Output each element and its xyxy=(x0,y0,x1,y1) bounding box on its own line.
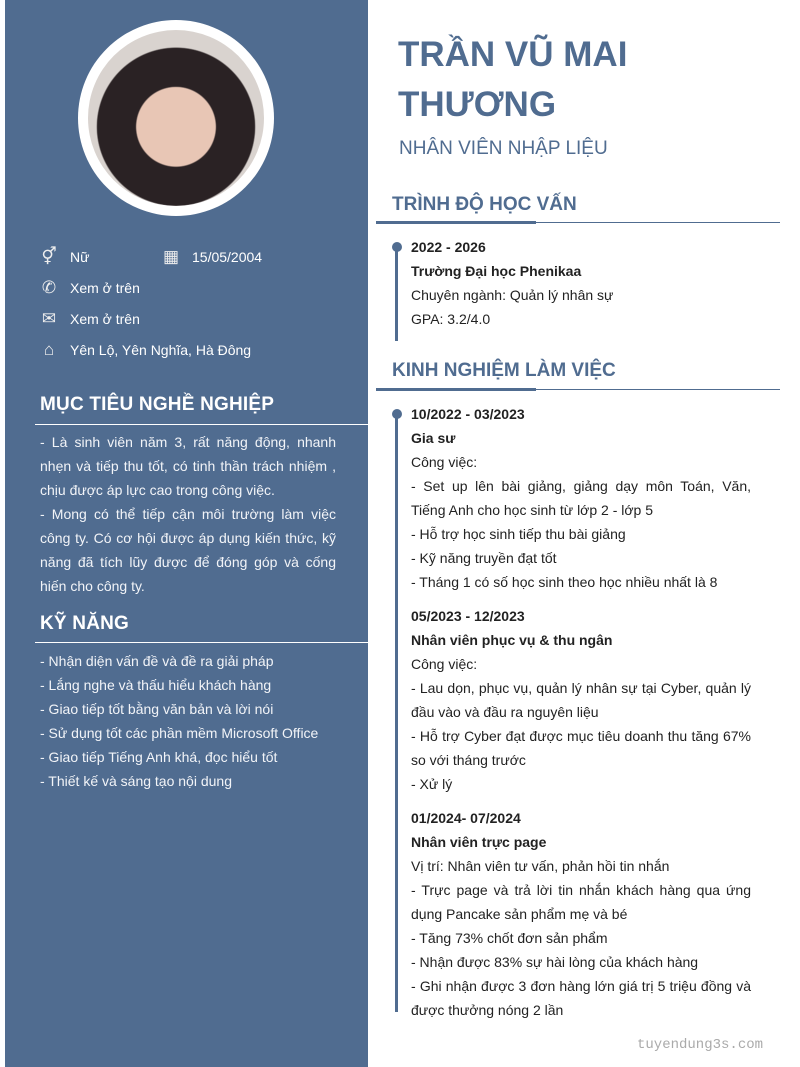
job-line: - Hỗ trợ Cyber đạt được mục tiêu doanh thu tăng 67% so với tháng trước xyxy=(411,728,751,768)
home-icon: ⌂ xyxy=(43,340,55,359)
education-heading: TRÌNH ĐỘ HỌC VẤN xyxy=(392,194,577,215)
job-line: - Nhận được 83% sự hài lòng của khách hàng xyxy=(411,954,699,970)
job-line: Công việc: xyxy=(411,454,478,470)
job-line: - Hỗ trợ học sinh tiếp thu bài giảng xyxy=(411,526,626,542)
address-info xyxy=(38,340,251,360)
education-period: 2022 - 2026 xyxy=(411,239,486,255)
objective-line: - Mong có thể tiếp cận môi trường làm việc công ty. Có cơ hội được áp dụng kiến thức, kỹ năng đã tích lũy được để đóng góp và cống hiến cho công ty. xyxy=(40,506,336,594)
email-info xyxy=(38,309,140,329)
job-entry xyxy=(411,806,751,1022)
job-title: Nhân viên phục vụ & thu ngân xyxy=(411,632,613,648)
job-line: Vị trí: Nhân viên tư vấn, phản hồi tin nhắn xyxy=(411,858,670,874)
gender-info xyxy=(38,247,89,267)
education-major: Chuyên ngành: Quản lý nhân sự xyxy=(411,287,614,303)
skill-item: - Nhận diện vấn đề và đề ra giải pháp xyxy=(40,653,274,669)
job-line: - Lau dọn, phục vụ, quản lý nhân sự tại Cyber, quản lý đầu vào và đầu ra nguyên liệu xyxy=(411,680,751,720)
job-period: 10/2022 - 03/2023 xyxy=(411,406,525,422)
skill-item: - Sử dụng tốt các phần mềm Microsoft Office xyxy=(40,725,319,741)
job-line: - Set up lên bài giảng, giảng dạy môn Toán, Văn, Tiếng Anh cho học sinh từ lớp 2 - lớp 5 xyxy=(411,478,751,518)
job-line: - Tăng 73% chốt đơn sản phẩm xyxy=(411,930,608,946)
skill-item: - Giao tiếp tốt bằng văn bản và lời nói xyxy=(40,701,274,717)
divider xyxy=(376,389,780,390)
timeline-line xyxy=(395,412,398,1012)
job-entry xyxy=(411,604,751,796)
education-gpa: GPA: 3.2/4.0 xyxy=(411,311,491,327)
job-period: 05/2023 - 12/2023 xyxy=(411,608,525,624)
gender: Nữ xyxy=(70,249,90,265)
job-title: Nhân viên trực page xyxy=(411,834,547,850)
phone-icon: ✆ xyxy=(41,278,57,297)
experience-list xyxy=(411,402,751,1022)
calendar-icon: ▦ xyxy=(162,247,180,266)
profile-photo xyxy=(78,20,274,216)
divider xyxy=(35,642,368,643)
phone: Xem ở trên xyxy=(70,280,140,296)
envelope-icon: ✉ xyxy=(41,309,57,328)
skills-heading: KỸ NĂNG xyxy=(40,613,130,634)
job-line: - Kỹ năng truyền đạt tốt xyxy=(411,550,557,566)
candidate-name: TRẦN VŨ MAI THƯƠNG xyxy=(398,35,628,124)
dob-info xyxy=(160,247,262,267)
skills-list xyxy=(40,649,360,793)
objective-line: - Là sinh viên năm 3, rất năng động, nhanh nhẹn và tiếp thu tốt, có tinh thần trách nhiệm , chịu được áp lực cao trong công việc. xyxy=(40,434,336,498)
job-title: Gia sư xyxy=(411,430,456,446)
job-line: - Xử lý xyxy=(411,776,453,792)
timeline-dot xyxy=(392,409,402,419)
divider xyxy=(35,424,368,425)
sidebar xyxy=(5,0,368,1067)
skill-item: - Giao tiếp Tiếng Anh khá, đọc hiểu tốt xyxy=(40,749,278,765)
education-entry xyxy=(411,235,751,331)
job-period: 01/2024- 07/2024 xyxy=(411,810,521,826)
skill-item: - Thiết kế và sáng tạo nội dung xyxy=(40,773,232,789)
objective-heading: MỤC TIÊU NGHỀ NGHIỆP xyxy=(40,394,275,415)
job-entry xyxy=(411,402,751,594)
timeline-dot xyxy=(392,242,402,252)
gender-icon: ⚥ xyxy=(41,247,57,266)
skill-item: - Lắng nghe và thấu hiểu khách hàng xyxy=(40,677,272,693)
job-line: Công việc: xyxy=(411,656,478,672)
avatar xyxy=(88,30,264,206)
timeline-line xyxy=(395,245,398,341)
job-line: - Ghi nhận được 3 đơn hàng lớn giá trị 5 triệu đồng và được thưởng nóng 2 lần xyxy=(411,978,751,1018)
watermark: tuyendung3s.com xyxy=(637,1037,764,1053)
divider xyxy=(376,222,780,223)
job-line: - Tháng 1 có số học sinh theo học nhiều nhất là 8 xyxy=(411,574,718,590)
objective-text xyxy=(40,430,336,598)
job-line: - Trực page và trả lời tin nhắn khách hàng qua ứng dụng Pancake sản phẩm mẹ và bé xyxy=(411,882,751,922)
phone-info xyxy=(38,278,140,298)
email: Xem ở trên xyxy=(70,311,140,327)
dob: 15/05/2004 xyxy=(192,249,263,265)
education-school: Trường Đại học Phenikaa xyxy=(411,263,582,279)
address: Yên Lộ, Yên Nghĩa, Hà Đông xyxy=(70,342,252,358)
experience-heading: KINH NGHIỆM LÀM VIỆC xyxy=(392,360,616,381)
candidate-role: NHÂN VIÊN NHẬP LIỆU xyxy=(399,138,608,159)
